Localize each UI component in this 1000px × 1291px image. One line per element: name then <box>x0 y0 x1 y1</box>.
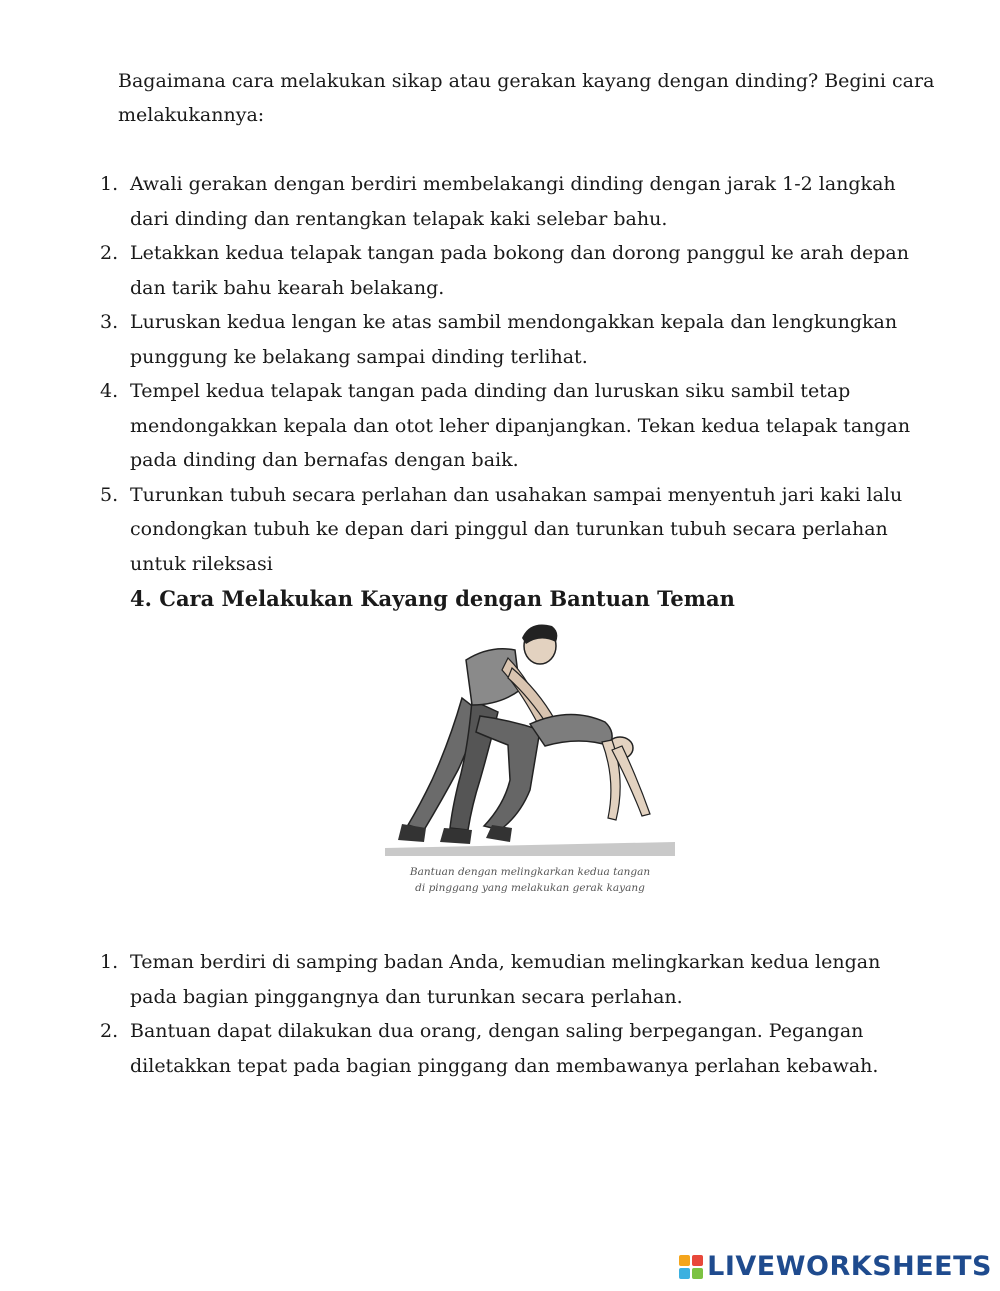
step-text: Turunkan tubuh secara perlahan dan usahakan sampai menyentuh jari kaki lalu condongkan tubuh ke depan dari pinggul dan turunkan tubuh secara perlahan untuk rileksasi <box>130 483 903 575</box>
kayang-illustration <box>380 620 680 905</box>
list-item <box>0 945 920 1014</box>
logo-squares-icon <box>679 1255 703 1279</box>
intro-paragraph: Bagaimana cara melakukan sikap atau gerakan kayang dengan dinding? Begini cara melakukannya: <box>118 70 935 126</box>
list-item <box>0 167 920 236</box>
friend-steps-list <box>0 945 920 1083</box>
step-number: 4. <box>100 380 119 402</box>
step-number: 3. <box>100 311 119 333</box>
wall-steps-list <box>0 167 920 581</box>
step-number: 2. <box>100 1020 119 1042</box>
step-text: Awali gerakan dengan berdiri membelakangi dinding dengan jarak 1-2 langkah dari dinding dan rentangkan telapak kaki selebar bahu. <box>130 173 896 230</box>
step-number: 5. <box>100 483 119 506</box>
step-number: 1. <box>100 951 119 973</box>
step-number: 1. <box>100 173 119 195</box>
logo-square <box>692 1268 703 1279</box>
list-item <box>0 305 920 374</box>
step-number: 2. <box>100 242 119 264</box>
kayang-drawing <box>380 620 680 860</box>
step-text: Letakkan kedua telapak tangan pada bokong dan dorong panggul ke arah depan dan tarik bahu kearah belakang. <box>130 242 909 299</box>
list-item <box>0 1014 920 1083</box>
list-item <box>0 478 920 582</box>
list-item <box>0 236 920 305</box>
list-item <box>0 374 920 478</box>
logo-square <box>692 1255 703 1266</box>
section-heading: 4. Cara Melakukan Kayang dengan Bantuan Teman <box>130 586 735 611</box>
step-text: Teman berdiri di samping badan Anda, kemudian melingkarkan kedua lengan pada bagian pinggangnya dan turunkan secara perlahan. <box>130 951 881 1008</box>
logo-square <box>679 1268 690 1279</box>
caption-line: Bantuan dengan melingkarkan kedua tangan <box>409 866 651 878</box>
brand-name: LIVEWORKSHEETS <box>707 1251 992 1282</box>
figure-caption <box>380 864 680 896</box>
caption-line: di pinggang yang melakukan gerak kayang <box>415 882 645 894</box>
step-text: Luruskan kedua lengan ke atas sambil mendongakkan kepala dan lengkungkan punggung ke belakang sampai dinding terlihat. <box>130 311 898 368</box>
step-text: Bantuan dapat dilakukan dua orang, dengan saling berpegangan. Pegangan diletakkan tepat pada bagian pinggang dan membawanya perlahan kebawah. <box>130 1020 879 1077</box>
liveworksheets-logo[interactable] <box>679 1251 992 1282</box>
step-text: Tempel kedua telapak tangan pada dinding dan luruskan siku sambil tetap mendongakkan kepala dan otot leher dipanjangkan. Tekan kedua telapak tangan pada dinding dan bernafas dengan baik. <box>130 380 911 471</box>
logo-square <box>679 1255 690 1266</box>
